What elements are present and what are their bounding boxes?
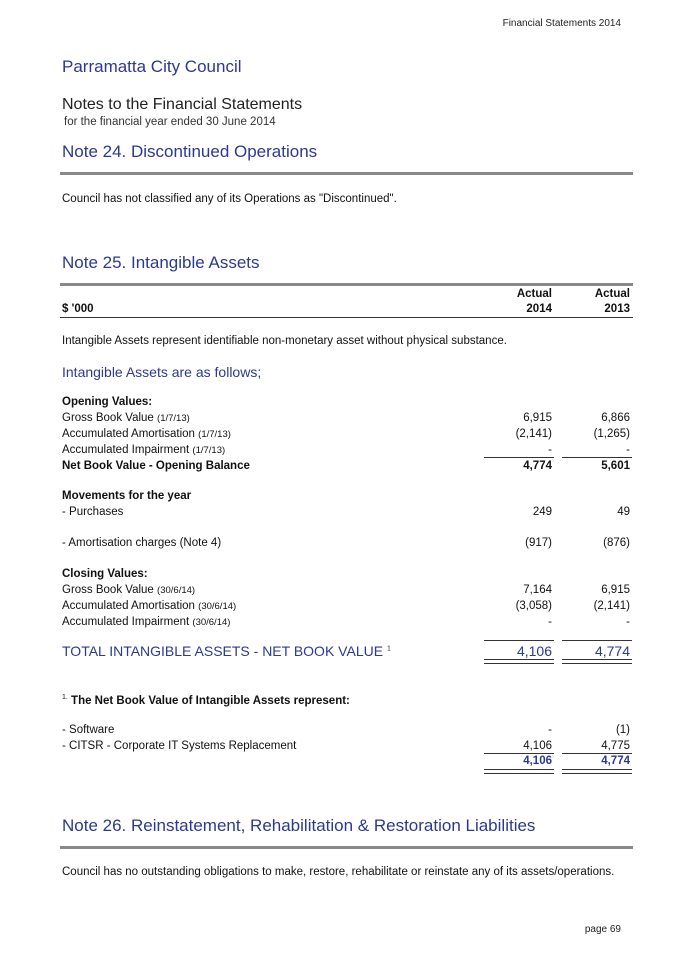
total-topline-2013 xyxy=(562,640,632,641)
header-underline xyxy=(60,317,633,318)
amort-open-date: (1/7/13) xyxy=(198,429,231,440)
gross-close-2013: 6,915 xyxy=(601,584,630,596)
total-nbv-row xyxy=(62,643,391,659)
fn-total-2014: 4,106 xyxy=(523,755,552,767)
intangible-intro: Intangible Assets represent identifiable non-monetary asset without physical substance. xyxy=(62,335,507,347)
amort-close-date: (30/6/14) xyxy=(198,601,237,612)
total-doubleline-2014 xyxy=(484,659,554,664)
amort-charge-label: - Amortisation charges (Note 4) xyxy=(62,537,222,549)
fn-subtotal-line-2014 xyxy=(484,753,554,754)
software-2013: (1) xyxy=(615,724,630,736)
gross-close-2014: 7,164 xyxy=(523,584,552,596)
col-header-year-2014: 2014 xyxy=(526,303,552,315)
nbv-open-label: Net Book Value - Opening Balance xyxy=(62,460,250,472)
amort-close-label: Accumulated Amortisation xyxy=(62,600,195,612)
council-name: Parramatta City Council xyxy=(62,57,242,76)
intangible-subheading: Intangible Assets are as follows; xyxy=(62,364,262,380)
citsr-2013: 4,775 xyxy=(601,740,630,752)
imp-close-row xyxy=(62,616,230,628)
movements-label: Movements for the year xyxy=(62,490,192,502)
imp-close-label: Accumulated Impairment xyxy=(62,616,190,628)
note24-text: Council has not classified any of its Operations as "Discontinued". xyxy=(62,193,397,205)
total-nbv-2013: 4,774 xyxy=(594,643,630,659)
fn-total-2013: 4,774 xyxy=(601,755,630,767)
total-nbv-2014: 4,106 xyxy=(516,643,552,659)
note26-text: Council has no outstanding obligations to make, restore, rehabilitate or reinstate any of its assets/operations. xyxy=(62,866,615,878)
gross-open-2013: 6,866 xyxy=(601,412,630,424)
total-nbv-label: TOTAL INTANGIBLE ASSETS - NET BOOK VALUE xyxy=(62,643,384,659)
gross-close-label: Gross Book Value xyxy=(62,584,154,596)
amort-open-label: Accumulated Amortisation xyxy=(62,428,195,440)
amort-open-2014: (2,141) xyxy=(515,428,552,440)
fn-doubleline-2013 xyxy=(562,769,632,774)
gross-open-label: Gross Book Value xyxy=(62,412,154,424)
document-header-title: Financial Statements 2014 xyxy=(502,18,621,29)
purchases-2013: 49 xyxy=(617,506,630,518)
gross-close-date: (30/6/14) xyxy=(157,585,196,596)
fn-doubleline-2014 xyxy=(484,769,554,774)
imp-open-date: (1/7/13) xyxy=(192,445,226,456)
total-nbv-footnote-ref: 1 xyxy=(386,645,391,653)
citsr-2014: 4,106 xyxy=(523,740,552,752)
amort-open-row xyxy=(62,428,231,440)
amort-open-2013: (1,265) xyxy=(593,428,630,440)
gross-open-2014: 6,915 xyxy=(523,412,552,424)
nbv-open-2013: 5,601 xyxy=(601,460,630,472)
imp-close-2014: - xyxy=(548,616,552,628)
footnote-marker: 1. xyxy=(62,694,68,701)
amort-charge-2014: (917) xyxy=(525,537,552,549)
note24-rule xyxy=(60,172,633,175)
citsr-label: - CITSR - Corporate IT Systems Replacement xyxy=(62,740,297,752)
note24-heading: Note 24. Discontinued Operations xyxy=(62,142,318,161)
opening-values-label: Opening Values: xyxy=(62,396,153,408)
amort-charge-2013: (876) xyxy=(603,537,630,549)
footnote-heading xyxy=(62,694,350,707)
col-header-actual-2013: Actual xyxy=(594,288,630,300)
fn-subtotal-line-2013 xyxy=(562,753,632,754)
imp-close-date: (30/6/14) xyxy=(192,617,231,628)
amort-close-row xyxy=(62,600,236,612)
note26-heading: Note 26. Reinstatement, Rehabilitation & Restoration Liabilities xyxy=(62,816,536,835)
total-doubleline-2013 xyxy=(562,659,632,664)
notes-subtitle: for the financial year ended 30 June 2014 xyxy=(64,116,276,128)
total-topline-2014 xyxy=(484,640,554,641)
amort-close-2014: (3,058) xyxy=(515,600,552,612)
imp-close-2013: - xyxy=(626,616,630,628)
software-2014: - xyxy=(548,724,552,736)
imp-open-label: Accumulated Impairment xyxy=(62,444,190,456)
amort-close-2013: (2,141) xyxy=(593,600,630,612)
purchases-2014: 249 xyxy=(532,506,552,518)
note25-heading: Note 25. Intangible Assets xyxy=(62,253,260,272)
nbv-open-2014: 4,774 xyxy=(523,460,552,472)
imp-open-2014: - xyxy=(548,444,552,456)
note25-rule xyxy=(60,283,633,286)
imp-open-row xyxy=(62,444,225,456)
purchases-label: - Purchases xyxy=(62,506,124,518)
subtotal-line-2013 xyxy=(562,457,632,458)
software-label: - Software xyxy=(62,724,115,736)
subtotal-line-2014 xyxy=(484,457,554,458)
col-header-actual-2014: Actual xyxy=(516,288,552,300)
unit-label: $ '000 xyxy=(62,303,94,315)
note26-rule xyxy=(60,846,633,849)
col-header-year-2013: 2013 xyxy=(604,303,630,315)
page-number: page 69 xyxy=(584,924,621,935)
gross-open-row xyxy=(62,412,190,424)
imp-open-2013: - xyxy=(626,444,630,456)
gross-open-date: (1/7/13) xyxy=(157,413,190,424)
gross-close-row xyxy=(62,584,195,596)
footnote-label: The Net Book Value of Intangible Assets represent: xyxy=(71,694,350,707)
notes-title: Notes to the Financial Statements xyxy=(62,96,303,113)
closing-values-label: Closing Values: xyxy=(62,568,148,580)
